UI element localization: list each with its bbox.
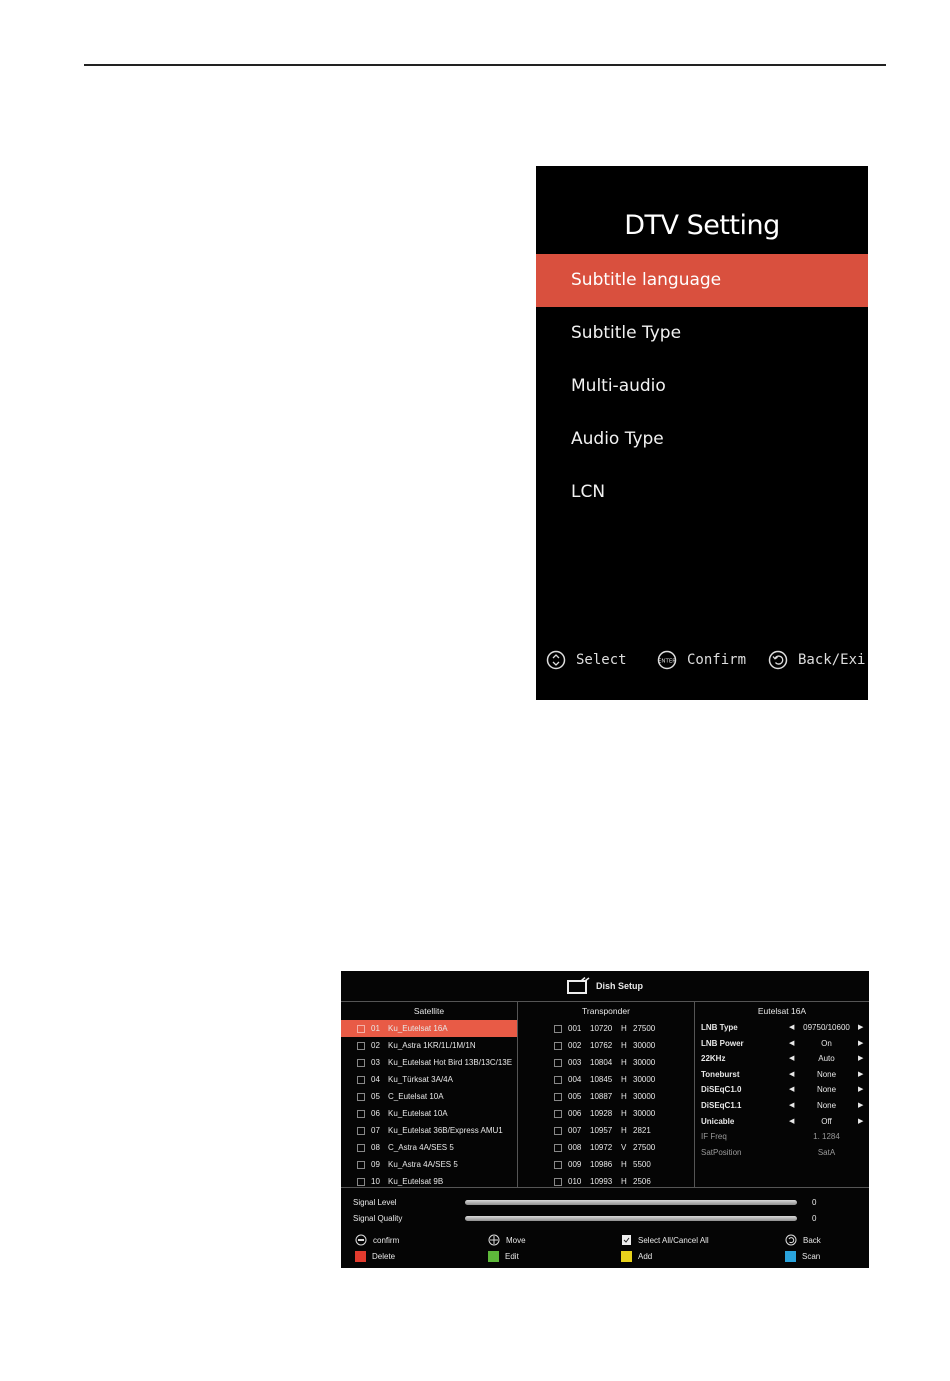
footer-move-text: Move <box>506 1235 526 1245</box>
satellite-row[interactable] <box>341 1139 517 1156</box>
satellite-checkbox[interactable] <box>357 1178 365 1186</box>
satellite-name: Ku_Astra 1KR/1L/1M/1N <box>388 1041 476 1050</box>
transponder-checkbox[interactable] <box>554 1076 562 1084</box>
transponder-row[interactable] <box>518 1156 694 1173</box>
footer-edit-text: Edit <box>505 1251 519 1261</box>
transponder-sym: 30000 <box>633 1058 656 1067</box>
menu-item-subtitle-language[interactable]: Subtitle language <box>536 254 868 307</box>
satellite-number: 06 <box>371 1109 380 1118</box>
enter-icon <box>657 650 677 670</box>
param-row <box>695 1129 869 1145</box>
signal-level-row <box>341 1194 869 1210</box>
tv-icon <box>567 977 591 995</box>
arrow-right-icon[interactable]: ▶ <box>858 1101 864 1109</box>
param-label: LNB Type <box>701 1023 738 1032</box>
satellite-name: Ku_Eutelsat 10A <box>388 1109 448 1118</box>
transponder-num: 008 <box>568 1143 582 1152</box>
footer-select-label: Select <box>576 652 627 668</box>
transponder-pol: H <box>621 1075 627 1084</box>
transponder-pol: H <box>621 1160 627 1169</box>
transponder-num: 005 <box>568 1092 582 1101</box>
footer-back-label: Back/Exi <box>798 652 866 668</box>
transponder-sym: 27500 <box>633 1143 656 1152</box>
transponder-num: 006 <box>568 1109 582 1118</box>
satellite-checkbox[interactable] <box>357 1127 365 1135</box>
param-value: Off <box>821 1116 832 1126</box>
green-key-icon <box>488 1251 499 1262</box>
satellite-number: 08 <box>371 1143 380 1152</box>
param-row <box>695 1145 869 1161</box>
transponder-num: 010 <box>568 1177 582 1186</box>
blue-key-icon <box>785 1251 796 1262</box>
param-value: Auto <box>818 1054 835 1064</box>
transponder-checkbox[interactable] <box>554 1093 562 1101</box>
transponder-pol: H <box>621 1058 627 1067</box>
arrow-left-icon[interactable]: ◀ <box>789 1070 795 1078</box>
transponder-freq: 10887 <box>590 1092 613 1101</box>
dtv-setting-panel <box>536 166 868 700</box>
param-row[interactable] <box>695 1082 869 1098</box>
transponder-row[interactable] <box>518 1173 694 1188</box>
enter-icon <box>355 1234 367 1246</box>
satellite-row[interactable] <box>341 1071 517 1088</box>
transponder-freq: 10972 <box>590 1143 613 1152</box>
transponder-sym: 5500 <box>633 1160 651 1169</box>
params-header: Eutelsat 16A <box>757 1006 807 1016</box>
transponder-row[interactable] <box>518 1037 694 1054</box>
param-value: SatA <box>817 1147 836 1157</box>
footer-delete-hint <box>355 1249 395 1263</box>
transponder-checkbox[interactable] <box>554 1144 562 1152</box>
transponder-freq: 10804 <box>590 1058 613 1067</box>
satellite-checkbox[interactable] <box>357 1144 365 1152</box>
transponder-checkbox[interactable] <box>554 1042 562 1050</box>
transponder-pol: H <box>621 1092 627 1101</box>
transponder-num: 007 <box>568 1126 582 1135</box>
transponder-row[interactable] <box>518 1139 694 1156</box>
signal-quality-row <box>341 1210 869 1226</box>
param-row[interactable] <box>695 1036 869 1052</box>
transponder-num: 001 <box>568 1024 582 1033</box>
signal-level-bar <box>465 1200 797 1205</box>
transponder-checkbox[interactable] <box>554 1059 562 1067</box>
footer-delete-text: Delete <box>372 1251 396 1261</box>
transponder-freq: 10845 <box>590 1075 613 1084</box>
satellite-checkbox[interactable] <box>357 1110 365 1118</box>
svg-text:ENTER: ENTER <box>657 658 677 665</box>
param-value: 09750/10600 <box>803 1023 850 1032</box>
satellite-number: 03 <box>371 1058 380 1067</box>
back-icon <box>768 650 788 670</box>
satellite-checkbox[interactable] <box>357 1076 365 1084</box>
param-value: 1. 1284 <box>813 1132 840 1142</box>
back-icon <box>785 1234 797 1246</box>
transponder-freq: 10928 <box>590 1109 613 1118</box>
transponder-freq: 10986 <box>590 1160 613 1169</box>
satellite-checkbox[interactable] <box>357 1093 365 1101</box>
transponder-num: 003 <box>568 1058 582 1067</box>
satellite-row[interactable] <box>341 1173 517 1188</box>
transponder-row[interactable] <box>518 1054 694 1071</box>
transponder-checkbox[interactable] <box>554 1178 562 1186</box>
satellite-header: Satellite <box>413 1006 445 1016</box>
satellite-name: Ku_Eutelsat 9B <box>388 1177 444 1186</box>
transponder-sym: 2821 <box>633 1126 651 1135</box>
transponder-checkbox[interactable] <box>554 1161 562 1169</box>
transponder-row[interactable] <box>518 1105 694 1122</box>
footer-confirm <box>657 650 746 670</box>
page-header-rule <box>84 64 886 66</box>
arrow-right-icon[interactable]: ▶ <box>858 1055 864 1063</box>
satellite-column <box>341 1002 518 1188</box>
param-label: Toneburst <box>701 1069 740 1079</box>
yellow-key-icon <box>621 1251 632 1262</box>
transponder-freq: 10762 <box>590 1041 613 1050</box>
select-all-icon <box>621 1234 632 1246</box>
param-row[interactable] <box>695 1051 869 1067</box>
transponder-freq: 10957 <box>590 1126 613 1135</box>
menu-item-subtitle-type[interactable]: Subtitle Type <box>571 323 682 343</box>
dish-setup-panel <box>341 971 869 1268</box>
transponder-sym: 30000 <box>633 1075 656 1084</box>
footer-select-all-text: Select All/Cancel All <box>638 1235 709 1245</box>
transponder-pol: H <box>621 1041 627 1050</box>
menu-item-lcn[interactable]: LCN <box>571 482 606 502</box>
dtv-title: DTV Setting <box>624 210 780 241</box>
footer-add-hint <box>621 1249 652 1263</box>
footer-back <box>768 650 865 670</box>
param-label: LNB Power <box>701 1038 744 1048</box>
transponder-sym: 30000 <box>633 1092 656 1101</box>
menu-item-multi-audio[interactable]: Multi-audio <box>571 376 666 396</box>
transponder-row[interactable] <box>518 1088 694 1105</box>
transponder-sym: 2506 <box>633 1177 651 1186</box>
satellite-number: 09 <box>371 1160 380 1169</box>
transponder-row[interactable] <box>518 1122 694 1139</box>
satellite-checkbox[interactable] <box>357 1042 365 1050</box>
transponder-num: 002 <box>568 1041 582 1050</box>
satellite-number: 02 <box>371 1041 380 1050</box>
footer-confirm-text: confirm <box>373 1235 400 1245</box>
param-label: SatPosition <box>701 1147 742 1157</box>
param-label: IF Freq <box>701 1132 727 1142</box>
param-row[interactable] <box>695 1098 869 1114</box>
footer-select-all-hint <box>621 1233 709 1247</box>
transponder-sym: 30000 <box>633 1109 656 1118</box>
satellite-name: Ku_Eutelsat 36B/Express AMU1 <box>388 1126 503 1135</box>
transponder-freq: 10720 <box>590 1024 613 1033</box>
transponder-pol: V <box>621 1143 627 1152</box>
satellite-row[interactable] <box>341 1054 517 1071</box>
transponder-sym: 27500 <box>633 1024 656 1033</box>
satellite-name: Ku_Türksat 3A/4A <box>388 1075 453 1084</box>
footer-add-text: Add <box>638 1251 653 1261</box>
dish-title: Dish Setup <box>595 981 643 991</box>
dpad-icon <box>488 1234 500 1246</box>
satellite-number: 04 <box>371 1075 380 1084</box>
signal-level-label: Signal Level <box>353 1197 397 1207</box>
arrow-right-icon[interactable]: ▶ <box>858 1086 864 1094</box>
footer-scan-hint <box>785 1249 820 1263</box>
satellite-number: 05 <box>371 1092 380 1101</box>
param-value: None <box>816 1069 837 1079</box>
footer-back-hint <box>785 1233 821 1247</box>
dish-header <box>341 971 869 1002</box>
satellite-number: 10 <box>371 1177 380 1186</box>
satellite-row[interactable] <box>341 1122 517 1139</box>
transponder-pol: H <box>621 1109 627 1118</box>
satellite-row[interactable] <box>341 1020 517 1037</box>
transponder-checkbox[interactable] <box>554 1110 562 1118</box>
param-label: 22KHz <box>701 1054 726 1064</box>
arrow-left-icon[interactable]: ◀ <box>789 1039 795 1047</box>
satellite-name: C_Eutelsat 10A <box>388 1092 444 1101</box>
footer-scan-text: Scan <box>802 1251 821 1261</box>
param-label: Unicable <box>701 1116 735 1126</box>
satellite-row[interactable] <box>341 1088 517 1105</box>
satellite-number: 07 <box>371 1126 380 1135</box>
signal-quality-label: Signal Quality <box>353 1213 403 1223</box>
satellite-name: Ku_Eutelsat 16A <box>388 1024 448 1033</box>
transponder-header: Transponder <box>582 1006 630 1016</box>
satellite-checkbox[interactable] <box>357 1161 365 1169</box>
transponder-num: 004 <box>568 1075 582 1084</box>
dish-footer <box>341 1231 869 1265</box>
arrow-right-icon[interactable]: ▶ <box>858 1039 864 1047</box>
satellite-name: Ku_Eutelsat Hot Bird 13B/13C/13E <box>388 1058 513 1067</box>
arrow-right-icon[interactable]: ▶ <box>858 1070 864 1078</box>
satellite-row[interactable] <box>341 1037 517 1054</box>
satellite-name: Ku_Astra 4A/SES 5 <box>388 1160 458 1169</box>
param-value: None <box>816 1085 837 1095</box>
satellite-checkbox[interactable] <box>357 1025 365 1033</box>
red-key-icon <box>355 1251 366 1262</box>
transponder-checkbox[interactable] <box>554 1127 562 1135</box>
transponder-pol: H <box>621 1024 627 1033</box>
transponder-pol: H <box>621 1126 627 1135</box>
navigate-icon <box>546 650 566 670</box>
param-row[interactable] <box>695 1067 869 1083</box>
satellite-name: C_Astra 4A/SES 5 <box>388 1143 454 1152</box>
transponder-row[interactable] <box>518 1071 694 1088</box>
footer-back-text: Back <box>803 1235 821 1245</box>
footer-confirm-label: Confirm <box>687 652 747 668</box>
transponder-checkbox[interactable] <box>554 1025 562 1033</box>
transponder-sym: 30000 <box>633 1041 656 1050</box>
transponder-column <box>518 1002 695 1188</box>
satellite-row[interactable] <box>341 1105 517 1122</box>
params-column <box>695 1002 869 1188</box>
transponder-pol: H <box>621 1177 627 1186</box>
arrow-right-icon[interactable]: ▶ <box>858 1117 864 1125</box>
param-value: On <box>821 1038 832 1048</box>
satellite-number: 01 <box>371 1024 380 1033</box>
arrow-left-icon[interactable]: ◀ <box>789 1117 795 1125</box>
transponder-freq: 10993 <box>590 1177 613 1186</box>
arrow-right-icon[interactable]: ▶ <box>858 1024 864 1031</box>
arrow-left-icon[interactable]: ◀ <box>789 1086 795 1094</box>
param-label: DiSEqC1.0 <box>701 1085 742 1095</box>
arrow-left-icon[interactable]: ◀ <box>789 1101 795 1109</box>
signal-level-value: 0 <box>812 1197 817 1207</box>
footer-confirm-hint <box>355 1233 399 1247</box>
param-row[interactable] <box>695 1020 869 1036</box>
param-row[interactable] <box>695 1114 869 1130</box>
param-label: DiSEqC1.1 <box>701 1100 742 1110</box>
transponder-row[interactable] <box>518 1020 694 1037</box>
arrow-left-icon[interactable]: ◀ <box>789 1024 795 1031</box>
signal-quality-bar <box>465 1216 797 1221</box>
signal-quality-value: 0 <box>812 1213 817 1223</box>
satellite-checkbox[interactable] <box>357 1059 365 1067</box>
param-value: None <box>816 1100 837 1110</box>
footer-move-hint <box>488 1233 526 1247</box>
dtv-menu <box>536 254 868 519</box>
footer-select <box>546 650 627 670</box>
menu-item-audio-type[interactable]: Audio Type <box>571 429 664 449</box>
transponder-num: 009 <box>568 1160 582 1169</box>
footer-edit-hint <box>488 1249 519 1263</box>
satellite-row[interactable] <box>341 1156 517 1173</box>
arrow-left-icon[interactable]: ◀ <box>789 1055 795 1063</box>
